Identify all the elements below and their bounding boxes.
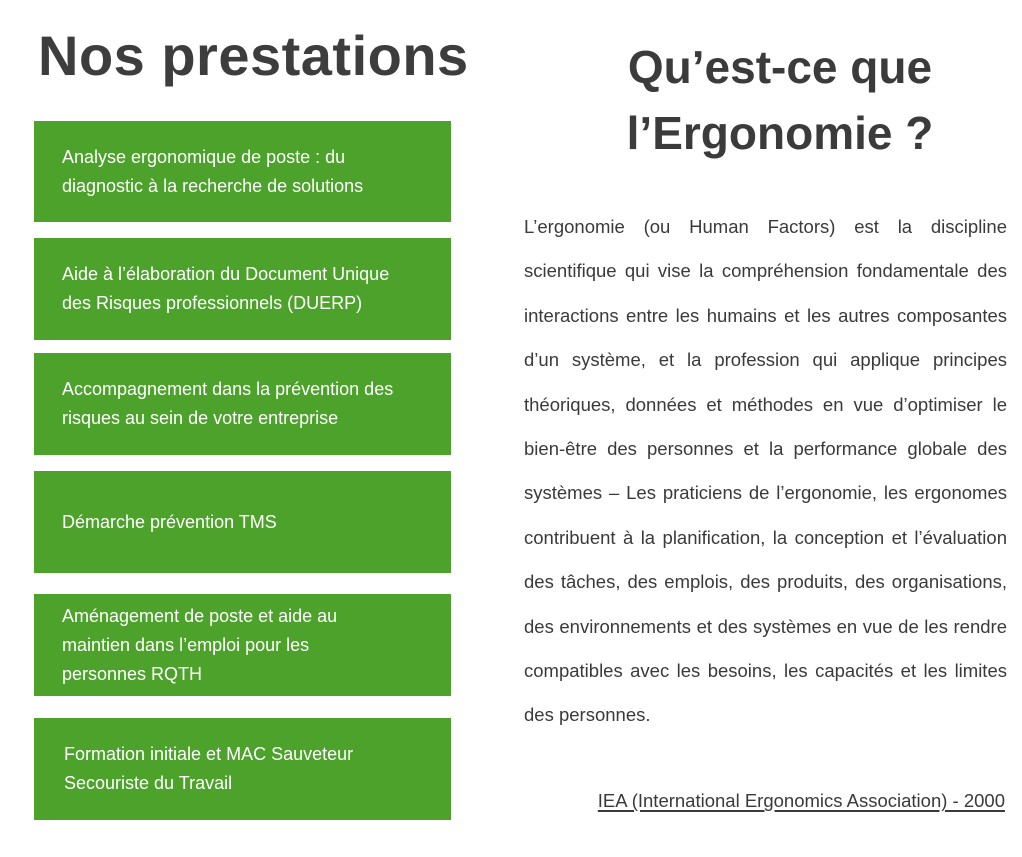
citation: IEA (International Ergonomics Association) - 2000: [597, 790, 1005, 811]
service-item-label: Formation initiale et MAC Sauveteur Secouriste du Travail: [64, 744, 354, 793]
service-item-label: Démarche prévention TMS: [62, 511, 277, 532]
services-title: Nos prestations: [38, 24, 469, 87]
service-item-analyse: [34, 121, 451, 222]
service-item-formation: [34, 718, 451, 820]
ergonomie-definition: L’ergonomie (ou Human Factors) est la discipline scientifique qui vise la compréhension fondamentale des interactions entre les humains et les autres composantes d’un système, et la profession qui applique principes théoriques, données et méthodes en vue d’optimiser le bien-être des personnes et la performance globale des systèmes – Les praticiens de l’ergonomie, les ergonomes contribuent à la planification, la conception et l’évaluation des tâches, des emplois, des produits, des organisations, des environnements et des systèmes en vue de les rendre compatibles avec les besoins, les capacités et les limites des personnes.: [524, 216, 1007, 726]
service-item-amenagement: [34, 594, 451, 696]
service-item-label: Aide à l’élaboration du Document Unique des Risques professionnels (DUERP): [62, 264, 390, 313]
service-item-label: Aménagement de poste et aide au maintien dans l’emploi pour les personnes RQTH: [62, 605, 338, 684]
ergonomie-title: Qu’est-ce que l’Ergonomie ?: [626, 41, 934, 159]
service-item-duerp: [34, 238, 451, 340]
service-item-label: Analyse ergonomique de poste : du diagnostic à la recherche de solutions: [62, 146, 364, 196]
service-item-label: Accompagnement dans la prévention des risques au sein de votre entreprise: [62, 379, 394, 428]
service-item-accompagnement: [34, 353, 451, 455]
service-item-tms: [34, 471, 451, 573]
